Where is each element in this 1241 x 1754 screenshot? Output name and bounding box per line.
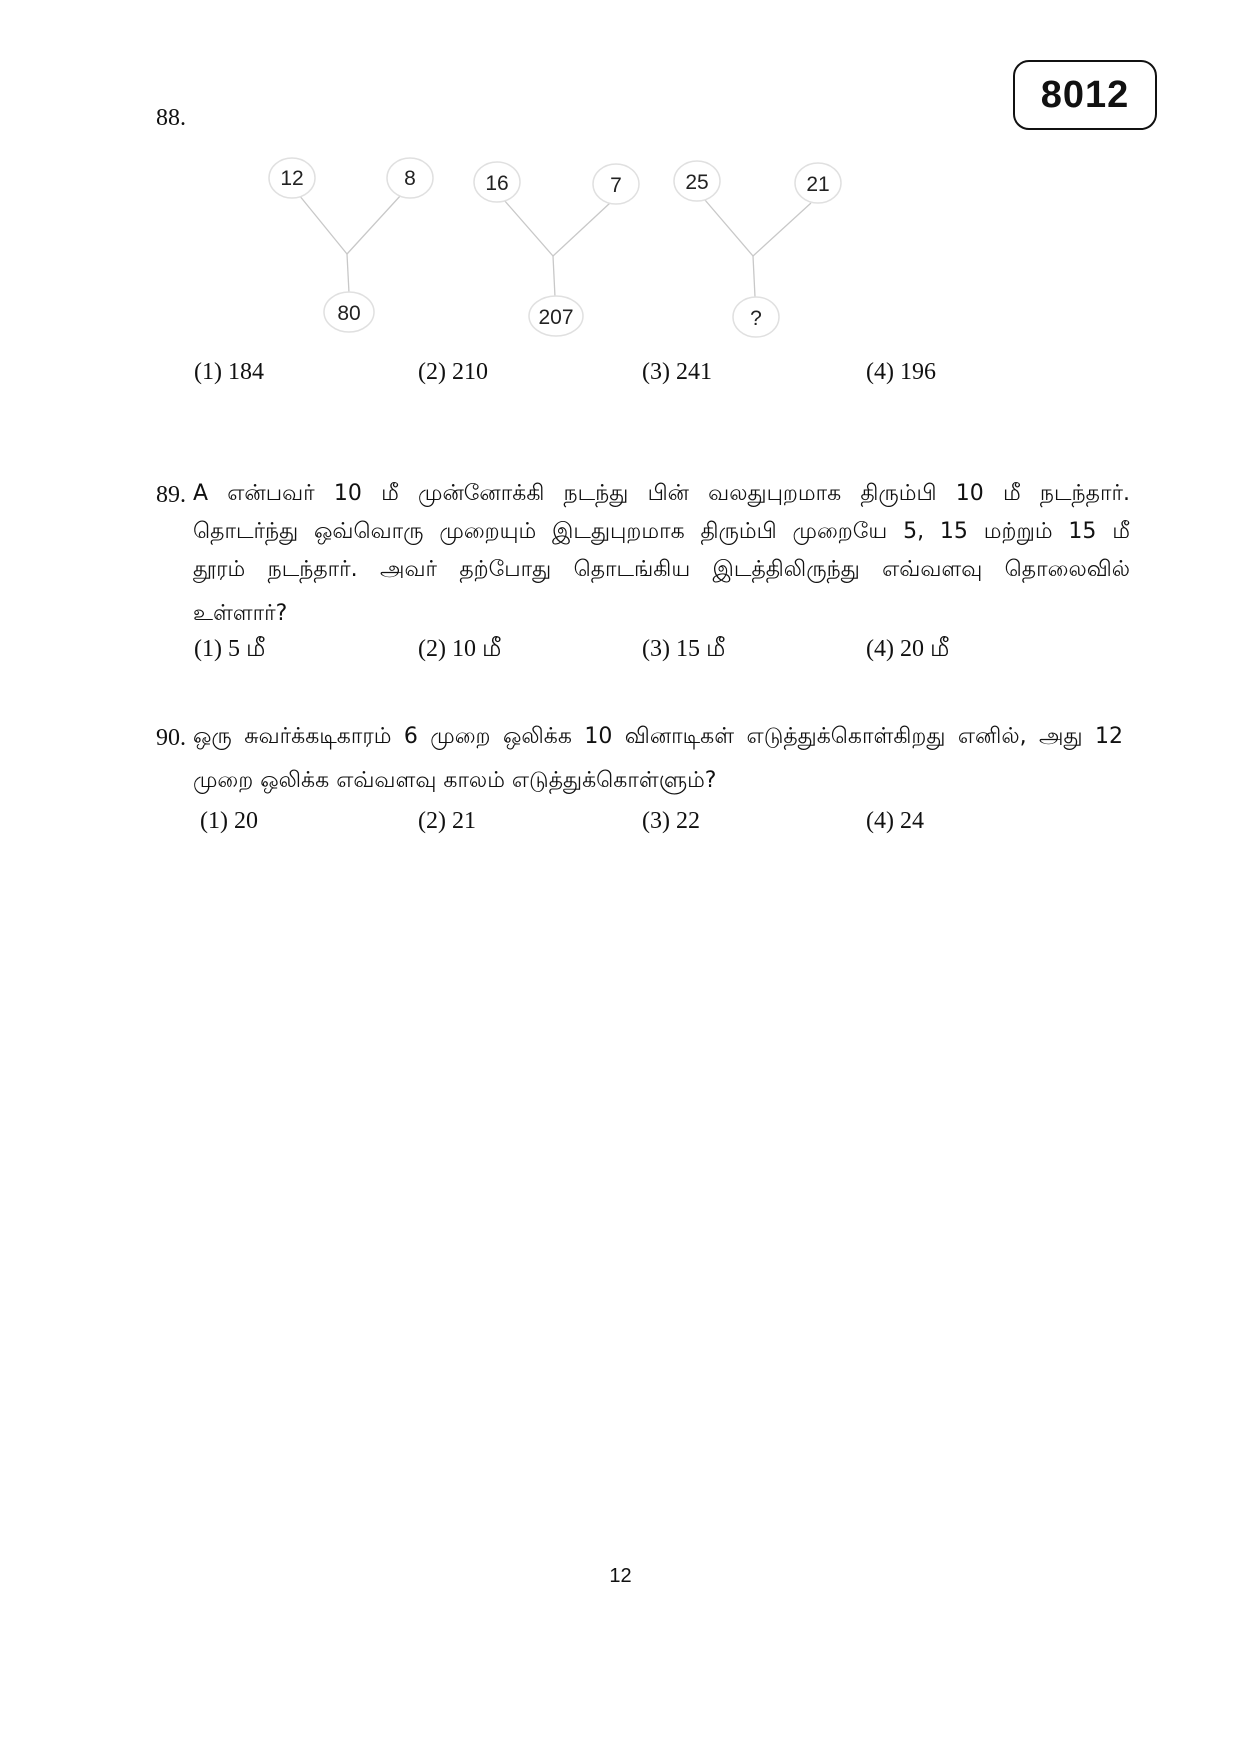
node-top-left-label: 12 [280, 167, 304, 190]
node-top-right-label: 8 [404, 167, 416, 190]
question-line: உள்ளார்? [193, 601, 288, 626]
option-2[interactable]: (2) 10 மீ [418, 636, 502, 662]
question-90-number: 90. [156, 725, 186, 751]
node-top-right-label: 7 [610, 174, 622, 197]
option-1[interactable]: (1) 5 மீ [194, 636, 266, 662]
question-line: ஒரு சுவர்க்கடிகாரம் 6 முறை ஒலிக்க 10 வினாடிகள் எடுத்துக்கொள்கிறது எனில், அது 12 [193, 724, 1123, 749]
option-1[interactable]: (1) 20 [200, 808, 258, 834]
figure-1 [269, 158, 433, 332]
edge [553, 256, 555, 297]
question-89-number: 89. [156, 482, 186, 508]
edge [753, 256, 755, 297]
node-bottom-label: ? [750, 307, 762, 330]
node-top-left-label: 16 [485, 172, 509, 195]
edge [347, 195, 401, 254]
edge [705, 200, 753, 256]
question-line: முறை ஒலிக்க எவ்வளவு காலம் எடுத்துக்கொள்ளும்? [193, 768, 717, 793]
node-top-right-label: 21 [806, 173, 830, 196]
figure-2 [474, 162, 639, 336]
option-1[interactable]: (1) 184 [194, 359, 264, 385]
edge [753, 203, 811, 256]
option-4[interactable]: (4) 24 [866, 808, 924, 834]
option-2[interactable]: (2) 210 [418, 359, 488, 385]
node-top-left-label: 25 [685, 171, 709, 194]
option-2[interactable]: (2) 21 [418, 808, 476, 834]
question-line: தூரம் நடந்தார். அவர் தற்போது தொடங்கிய இடத்திலிருந்து எவ்வளவு தொலைவில் [193, 557, 1130, 582]
node-bottom-label: 80 [337, 302, 361, 325]
edge [553, 203, 610, 256]
question-line: தொடர்ந்து ஒவ்வொரு முறையும் இடதுபுறமாக திரும்பி முறையே 5, 15 மற்றும் 15 மீ [193, 519, 1130, 544]
question-88-number: 88. [156, 105, 186, 131]
question-90-text [193, 726, 1123, 808]
question-line: A என்பவர் 10 மீ முன்னோக்கி நடந்து பின் வலதுபுறமாக திரும்பி 10 மீ நடந்தார். [193, 481, 1130, 506]
page-number: 12 [609, 1565, 632, 1587]
option-3[interactable]: (3) 22 [642, 808, 700, 834]
edge [504, 200, 553, 256]
option-4[interactable]: (4) 20 மீ [866, 636, 950, 662]
edge [299, 195, 347, 254]
option-3[interactable]: (3) 241 [642, 359, 712, 385]
question-89-text [193, 483, 1130, 641]
option-3[interactable]: (3) 15 மீ [642, 636, 726, 662]
question-88-figure [0, 0, 1241, 360]
edge [347, 254, 349, 293]
figure-3 [674, 161, 841, 337]
node-bottom-label: 207 [538, 306, 574, 329]
paper-code: 8012 [1040, 73, 1130, 116]
option-4[interactable]: (4) 196 [866, 359, 936, 385]
